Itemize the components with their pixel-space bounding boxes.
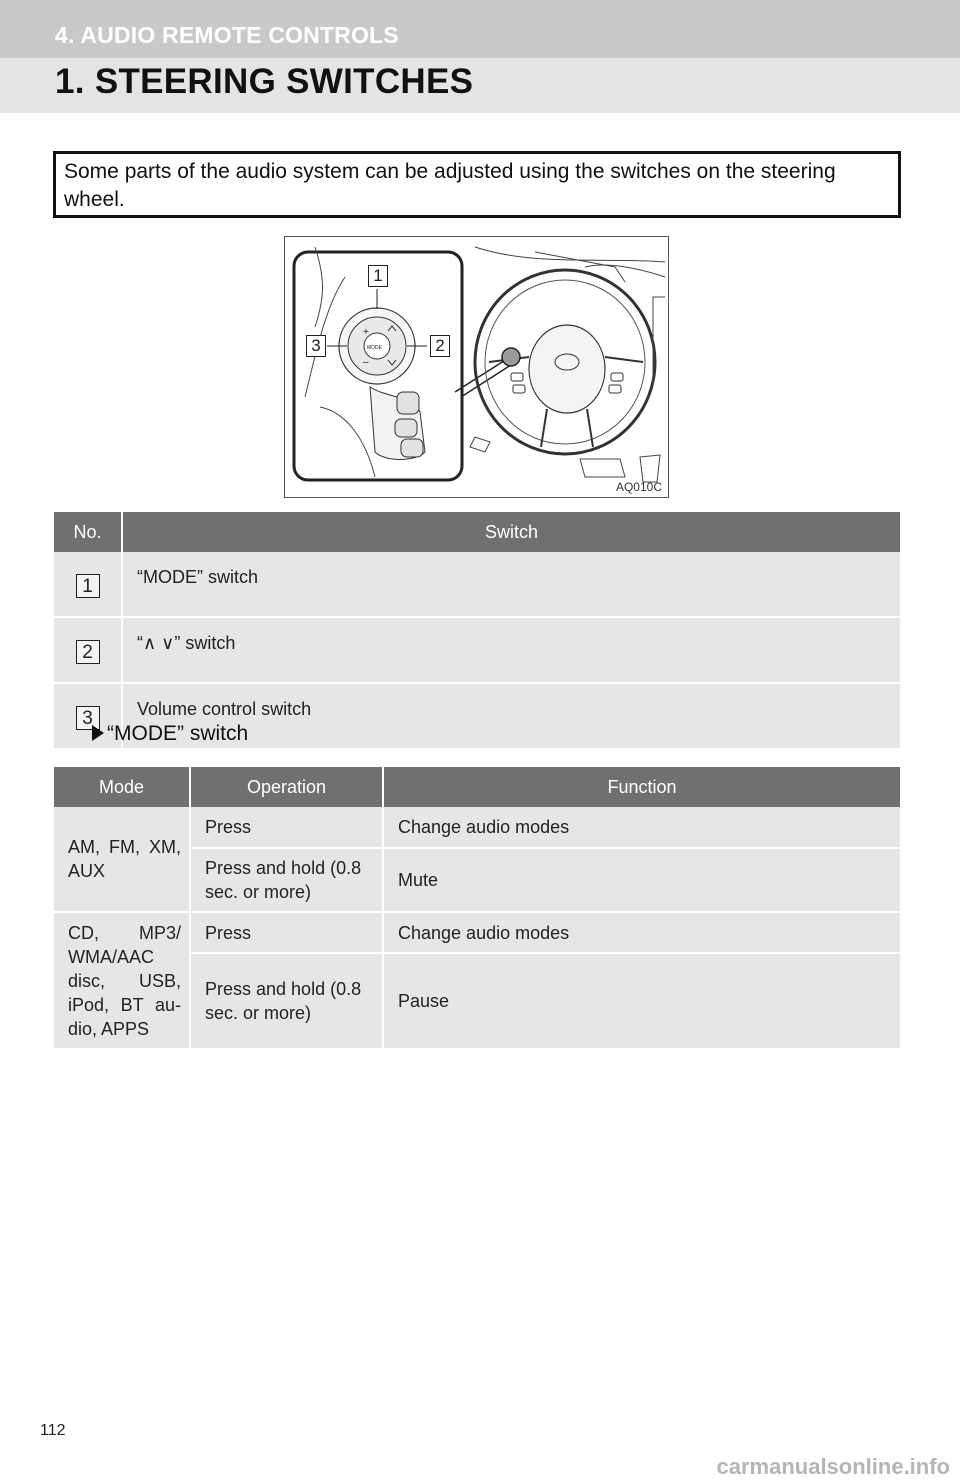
table-row xyxy=(54,617,900,683)
table-row xyxy=(54,807,900,848)
table-row xyxy=(54,912,900,953)
column-header-operation: Operation xyxy=(190,767,383,807)
column-header-no: No. xyxy=(54,512,122,552)
mode-label: MODE xyxy=(367,345,382,351)
intro-text: Some parts of the audio system can be adjusted using the switches on the steering wheel. xyxy=(53,151,901,218)
table-row xyxy=(54,552,900,617)
function-cell: Pause xyxy=(383,953,900,1049)
operation-cell: Press and hold (0.8 sec. or more) xyxy=(190,848,383,912)
subheading-text: “MODE” switch xyxy=(107,722,249,745)
switch-table xyxy=(54,512,900,750)
number-badge: 3 xyxy=(76,706,100,730)
column-header-function: Function xyxy=(383,767,900,807)
page-title: 1. STEERING SWITCHES xyxy=(55,62,474,101)
triangle-bullet-icon xyxy=(92,725,104,741)
svg-text:–: – xyxy=(363,357,369,368)
table-header-row xyxy=(54,512,900,552)
number-badge: 1 xyxy=(76,574,100,598)
column-header-mode: Mode xyxy=(54,767,190,807)
figure-code: AQ010C xyxy=(615,480,662,494)
callout-1: 1 xyxy=(368,265,388,287)
operation-cell: Press xyxy=(190,912,383,953)
function-cell: Change audio modes xyxy=(383,807,900,848)
callout-2: 2 xyxy=(430,335,450,357)
column-header-switch: Switch xyxy=(122,512,900,552)
steering-wheel-drawing xyxy=(285,237,668,497)
steering-switch-illustration xyxy=(284,236,669,498)
operation-cell: Press and hold (0.8 sec. or more) xyxy=(190,953,383,1049)
page-number: 112 xyxy=(40,1422,66,1439)
mode-switch-subheading xyxy=(92,722,248,746)
watermark: carmanualsonline.info xyxy=(716,1454,950,1479)
mode-cell: AM, FM, XM, AUX xyxy=(54,807,190,912)
row-number-cell xyxy=(54,617,122,683)
switch-name-cell: “MODE” switch xyxy=(122,552,900,617)
function-cell: Mute xyxy=(383,848,900,912)
callout-3: 3 xyxy=(306,335,326,357)
table-header-row xyxy=(54,767,900,807)
svg-text:+: + xyxy=(363,327,369,338)
number-badge: 2 xyxy=(76,640,100,664)
function-cell: Change audio modes xyxy=(383,912,900,953)
operation-cell: Press xyxy=(190,807,383,848)
mode-cell: CD, MP3/ WMA/AAC disc, USB, iPod, BT au- dio, APPS xyxy=(54,912,190,1049)
section-title: 4. AUDIO REMOTE CONTROLS xyxy=(55,22,399,48)
mode-table xyxy=(54,767,900,1050)
switch-name-cell: “∧ ∨” switch xyxy=(122,617,900,683)
row-number-cell xyxy=(54,552,122,617)
switch-name-cell: Volume control switch xyxy=(122,683,900,749)
